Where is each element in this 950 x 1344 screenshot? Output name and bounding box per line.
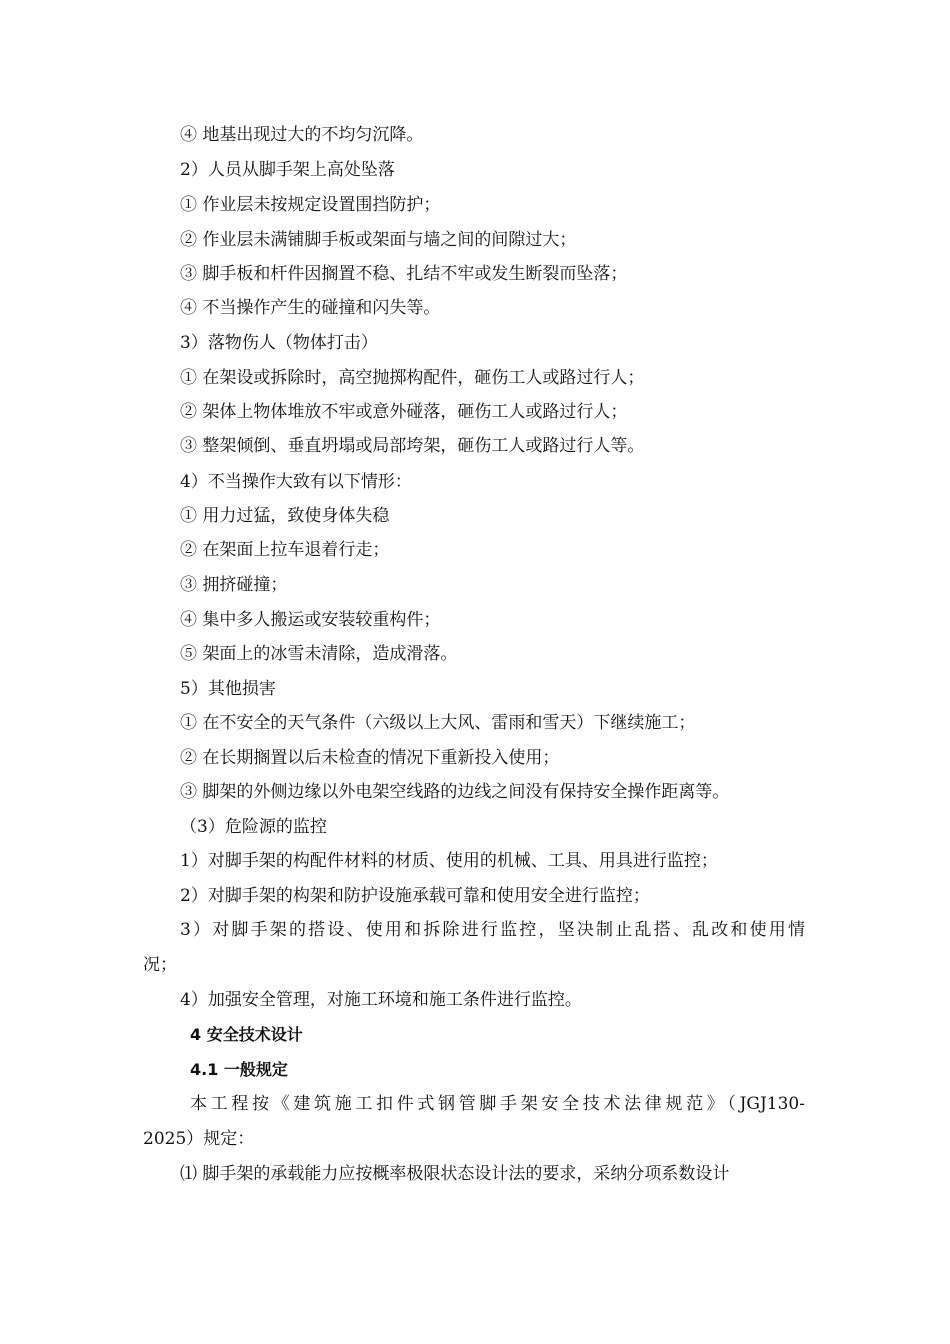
paragraph-line: ④ 集中多人搬运或安装较重构件；	[180, 610, 441, 630]
paragraph-line: 3）对脚手架的搭设、使用和拆除进行监控，坚决制止乱搭、乱改和使用情	[180, 920, 805, 940]
section-heading: 4 安全技术设计	[190, 1025, 303, 1044]
paragraph-line: 1）对脚手架的构配件材料的材质、使用的机械、工具、用具进行监控；	[180, 851, 718, 871]
paragraph-line: 况；	[143, 955, 177, 975]
paragraph-line: ④ 不当操作产生的碰撞和闪失等。	[180, 298, 441, 318]
paragraph-line: 5）其他损害	[180, 679, 276, 699]
paragraph-line: ② 在长期搁置以后未检查的情况下重新投入使用；	[180, 748, 560, 768]
paragraph-line: ① 在不安全的天气条件（六级以上大风、雷雨和雪天）下继续施工；	[180, 713, 696, 733]
paragraph-line: ③ 脚手板和杆件因搁置不稳、扎结不牢或发生断裂而坠落；	[180, 264, 628, 284]
paragraph-line: 4）不当操作大致有以下情形：	[180, 472, 412, 492]
paragraph-line: ③ 脚架的外侧边缘以外电架空线路的边线之间没有保持安全操作距离等。	[180, 782, 730, 802]
paragraph-line: 2）人员从脚手架上高处坠落	[180, 160, 395, 180]
paragraph-line: 4）加强安全管理，对施工环境和施工条件进行监控。	[180, 990, 582, 1010]
subsection-heading: 4.1 一般规定	[190, 1060, 288, 1079]
paragraph-line: 2）对脚手架的构架和防护设施承载可靠和使用安全进行监控；	[180, 886, 650, 906]
paragraph-line: 本工程按《建筑施工扣件式钢管脚手架安全技术法律规范》（JGJ130-	[190, 1094, 805, 1114]
paragraph-line: ⑴ 脚手架的承载能力应按概率极限状态设计法的要求，采纳分项系数设计	[180, 1164, 730, 1184]
paragraph-line: ② 架体上物体堆放不牢或意外碰落，砸伤工人或路过行人；	[180, 402, 628, 422]
paragraph-line: ② 作业层未满铺脚手板或架面与墙之间的间隙过大；	[180, 230, 577, 250]
paragraph-line: ② 在架面上拉车退着行走；	[180, 540, 390, 560]
paragraph-line: 3）落物伤人（物体打击）	[180, 333, 378, 353]
paragraph-line: （3）危险源的监控	[180, 817, 327, 837]
paragraph-line: ④ 地基出现过大的不均匀沉降。	[180, 125, 424, 145]
paragraph-line: ③ 整架倾倒、垂直坍塌或局部垮架，砸伤工人或路过行人等。	[180, 436, 645, 456]
paragraph-line: ⑤ 架面上的冰雪未清除，造成滑落。	[180, 644, 458, 664]
paragraph-line: ① 在架设或拆除时，高空抛掷构配件，砸伤工人或路过行人；	[180, 368, 645, 388]
paragraph-line: ① 作业层未按规定设置围挡防护；	[180, 195, 441, 215]
paragraph-line: 2025）规定：	[143, 1129, 255, 1149]
paragraph-line: ③ 拥挤碰撞；	[180, 575, 288, 595]
paragraph-line: ① 用力过猛，致使身体失稳	[180, 506, 390, 526]
